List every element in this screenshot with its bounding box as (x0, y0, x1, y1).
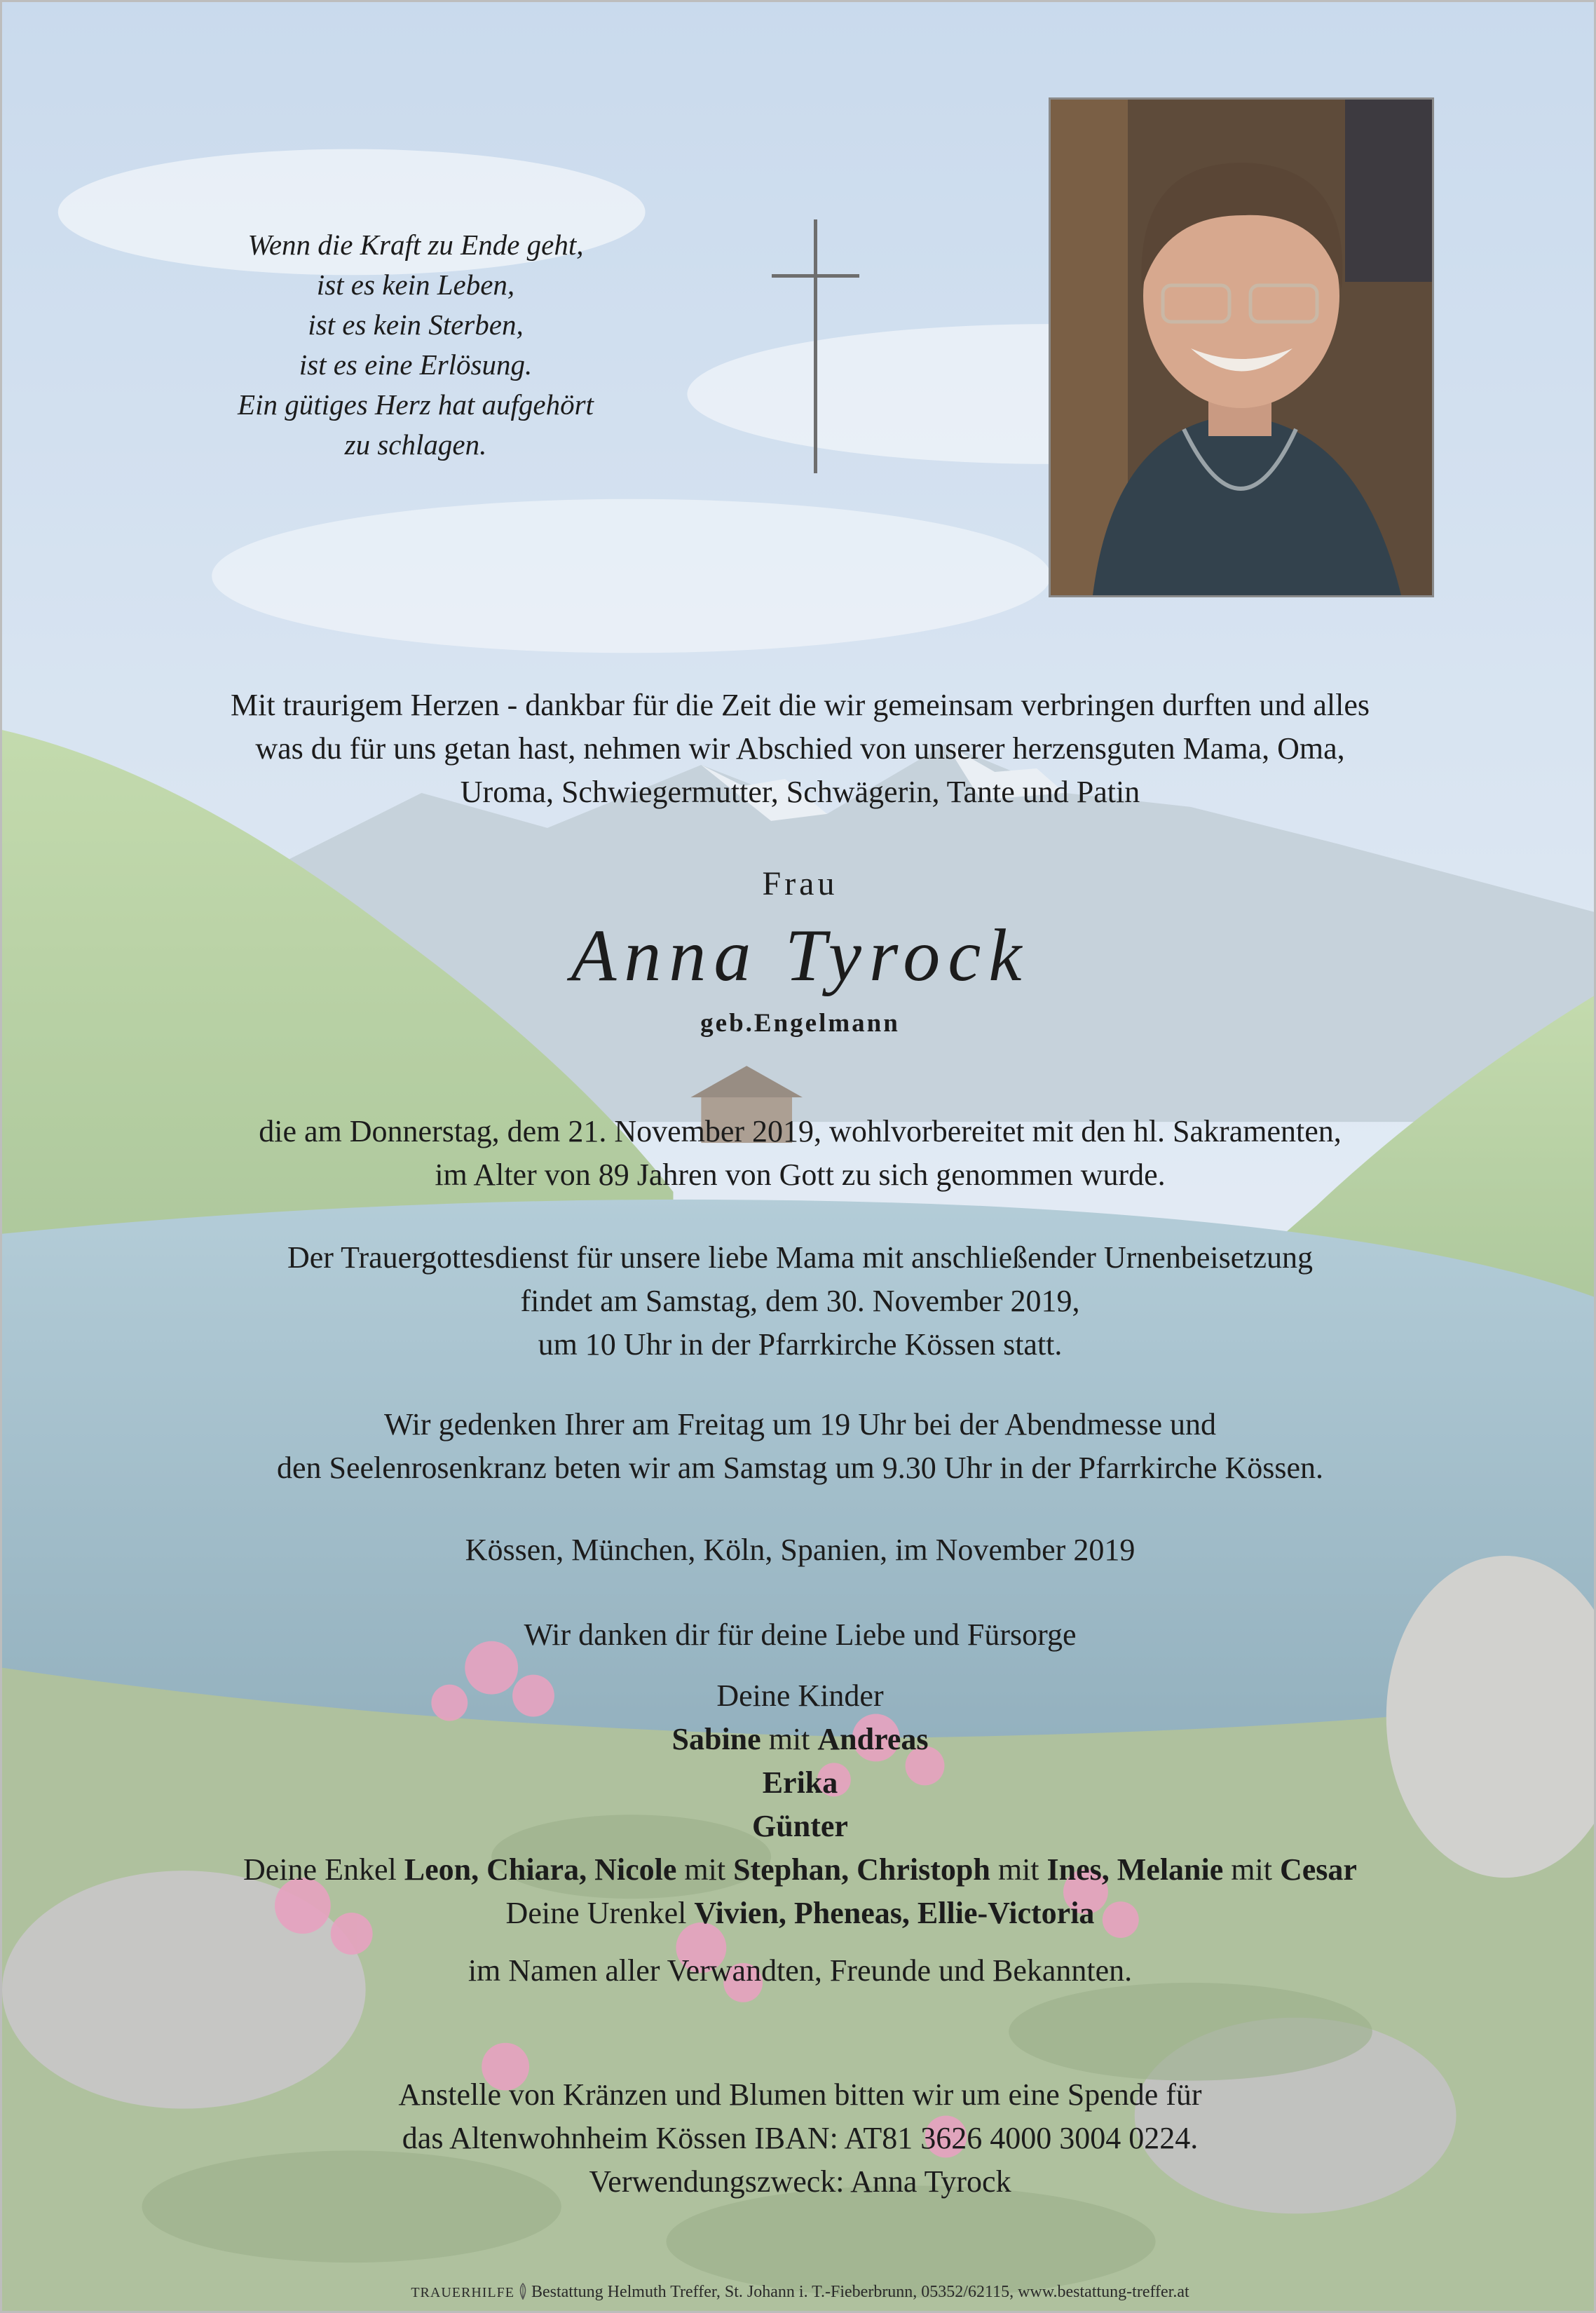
poem-line: zu schlagen. (344, 428, 487, 461)
memorial-info (2, 1403, 1596, 1490)
death-notice-line: die am Donnerstag, dem 21. November 2019, wohlvorbereitet mit den hl. Sakramenten, (259, 1114, 1342, 1148)
footer (2, 2281, 1596, 2304)
poem-line: ist es kein Leben, (316, 269, 515, 301)
service-line: findet am Samstag, dem 30. November 2019, (520, 1284, 1080, 1318)
poem-line: Ein gütiges Herz hat aufgehört (238, 388, 594, 421)
birth-name: geb.Engelmann (700, 1009, 900, 1038)
death-notice-line: im Alter von 89 Jahren von Gott zu sich genommen wurde. (435, 1158, 1166, 1192)
memorial-line: den Seelenrosenkranz beten wir am Samstag um 9.30 Uhr in der Pfarrkirche Kössen. (276, 1451, 1324, 1485)
child-name: Sabine (671, 1722, 761, 1756)
great-grandchildren-row (2, 1892, 1596, 1935)
on-behalf-line: im Namen aller Verwandten, Freunde und Bekannten. (468, 1953, 1133, 1988)
service-line: Der Trauergottesdienst für unsere liebe Mama mit anschließender Urnenbeisetzung (287, 1240, 1313, 1275)
child-name: Günter (752, 1809, 848, 1843)
intro-line: Mit traurigem Herzen - dankbar für die Zeit die wir gemeinsam verbringen durften und alles (231, 688, 1370, 722)
family-list (2, 1674, 1596, 1935)
great-grandchildren-label: Deine Urenkel (505, 1896, 687, 1930)
portrait-photo (1049, 97, 1434, 597)
children-label: Deine Kinder (716, 1678, 884, 1713)
grandchildren-names: Leon, Chiara, Nicole (404, 1852, 677, 1887)
poem-line: Wenn die Kraft zu Ende geht, (247, 229, 584, 261)
donation-info (2, 2073, 1596, 2204)
partner-names: Stephan, Christoph (733, 1852, 990, 1887)
mit-word: mit (684, 1852, 726, 1887)
grandchildren-names: Ines, Melanie (1046, 1852, 1224, 1887)
deceased-name: Anna Tyrock (571, 914, 1030, 996)
poem-line: ist es eine Erlösung. (299, 348, 533, 381)
partner-name: Andreas (817, 1722, 929, 1756)
salutation: Frau (762, 865, 838, 902)
cross-icon (772, 219, 859, 473)
leaf-icon (517, 2283, 528, 2300)
great-grandchildren-names: Vivien, Pheneas, Ellie-Victoria (694, 1896, 1095, 1930)
intro-line: was du für uns getan hast, nehmen wir Abschied von unserer herzensguten Mama, Oma, (255, 731, 1345, 766)
donation-line: das Altenwohnheim Kössen IBAN: AT81 3626 4000 3004 0224. (402, 2121, 1199, 2155)
brand-label: TRAUERHILFE (411, 2285, 514, 2300)
thanks-line: Wir danken dir für deine Liebe und Fürsorge (524, 1617, 1077, 1652)
donation-line: Verwendungszweck: Anna Tyrock (589, 2164, 1011, 2199)
memorial-line: Wir gedenken Ihrer am Freitag um 19 Uhr bei der Abendmesse und (383, 1407, 1217, 1442)
intro-text (2, 684, 1596, 814)
death-notice (2, 1110, 1596, 1197)
child-row (2, 1718, 1596, 1761)
child-row (2, 1761, 1596, 1805)
grandchildren-label: Deine Enkel (243, 1852, 397, 1887)
intro-line: Uroma, Schwiegermutter, Schwägerin, Tante und Patin (460, 775, 1140, 809)
mit-word: mit (1231, 1852, 1272, 1887)
service-line: um 10 Uhr in der Pfarrkirche Kössen statt. (538, 1327, 1063, 1362)
child-row (2, 1805, 1596, 1848)
undertaker-info: Bestattung Helmuth Treffer, St. Johann i. T.-Fieberbrunn, 05352/62115, www.bestattung-treffer.at (531, 2283, 1189, 2301)
child-name: Erika (762, 1765, 838, 1800)
service-info (2, 1236, 1596, 1366)
mit-word: mit (997, 1852, 1039, 1887)
mit-word: mit (768, 1722, 810, 1756)
poem-line: ist es kein Sterben, (308, 308, 524, 341)
poem (163, 225, 668, 465)
partner-names: Cesar (1279, 1852, 1357, 1887)
grandchildren-row (2, 1848, 1596, 1892)
place-date: Kössen, München, Köln, Spanien, im November 2019 (465, 1533, 1135, 1567)
donation-line: Anstelle von Kränzen und Blumen bitten wir um eine Spende für (398, 2077, 1202, 2112)
